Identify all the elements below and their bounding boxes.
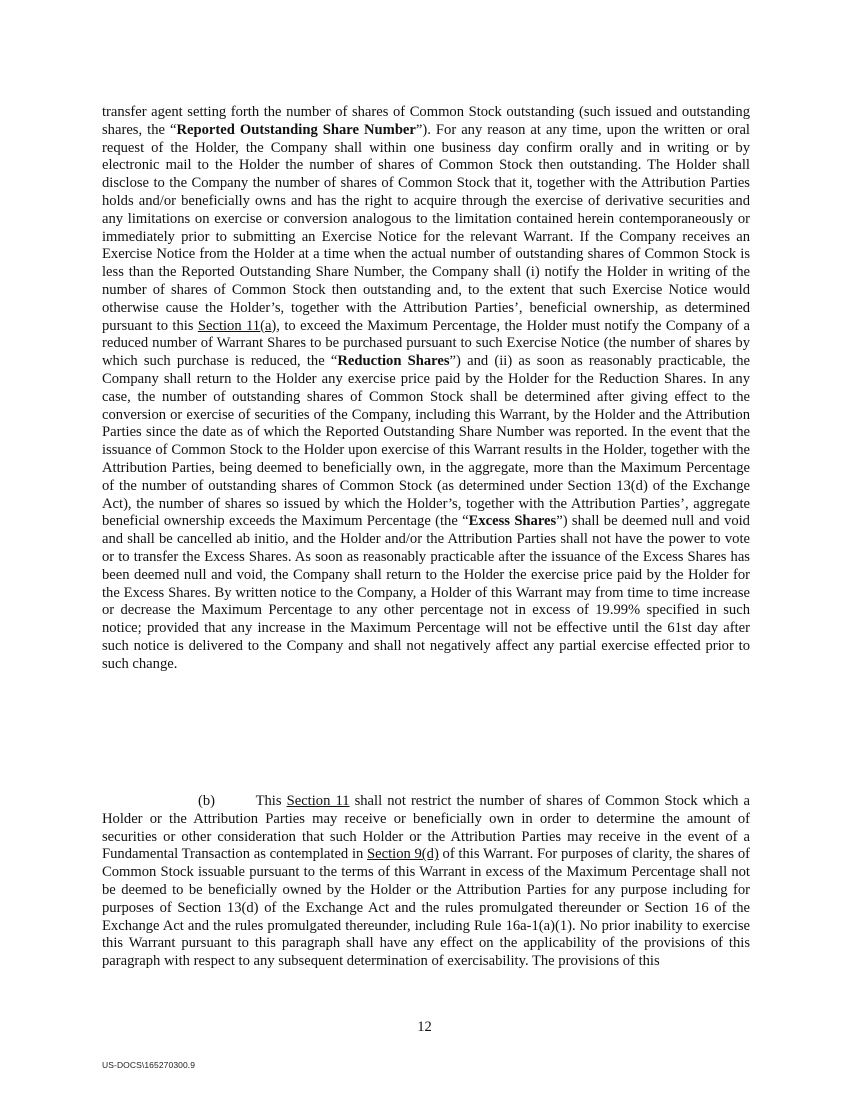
section-reference-9d: Section 9(d) [367, 846, 439, 863]
body-paragraph-continuation [102, 104, 750, 674]
paragraph-text: ”) shall be deemed null and void and shall be cancelled ab initio, and the Holder and/or the Attribution Parties shall not have the power to vote or to transfer the Excess Shares. As soon as reasonably practicable after the issuance of the Excess Shares has been deemed null and void, the Company shall return to the Holder the exercise price paid by the Holder for the Excess Shares. By written notice to the Company, a Holder of this Warrant may from time to time increase or decrease the Maximum Percentage to any other percentage not in excess of 19.99% specified in such notice; provided that any increase in the Maximum Percentage will not be effective until the 61st day after such notice is delivered to the Company and shall not negatively affect any partial exercise effected prior to such change. [102, 513, 750, 672]
page-number: 12 [417, 1019, 432, 1035]
body-paragraph-b [102, 793, 750, 971]
defined-term-reduction-shares: Reduction Shares [337, 353, 450, 370]
paragraph-text: transfer agent setting forth the number of shares of Common Stock outstanding (such issued and outstanding shares, the “ [102, 104, 750, 138]
paragraph-text: , to exceed the Maximum Percentage, the Holder must notify the Company of a reduced number of Warrant Shares to be purchased pursuant to such Exercise Notice (the number of shares by which such purchase is reduced, the “ [102, 317, 750, 370]
document-id: US-DOCS\165270300.9 [102, 1060, 196, 1070]
section-reference-11a: Section 11(a) [197, 317, 277, 334]
paragraph-text: ”). For any reason at any time, upon the written or oral request of the Holder, the Company shall within one business day confirm orally and in writing or by electronic mail to the Holder the number of shares of Common Stock then outstanding. The Holder shall disclose to the Company the number of shares of Common Stock that it, together with the Attribution Parties holds and/or beneficially owns and has the right to acquire through the exercise of derivative securities and any limitations on exercise or conversion analogous to the limitation contained herein contemporaneously or immediately prior to submitting an Exercise Notice for the relevant Warrant. If the Company receives an Exercise Notice from the Holder at a time when the actual number of outstanding shares of Common Stock is less than the Reported Outstanding Share Number, the Company shall (i) notify the Holder in writing of the number of shares of Common Stock then outstanding and, to the extent that such Exercise Notice would otherwise cause the Holder’s, together with the Attribution Parties’, beneficial ownership, as determined pursuant to this [102, 121, 750, 334]
paragraph-text: shall not restrict the number of shares of Common Stock which a Holder or the Attribution Parties may receive or beneficially own in order to determine the amount of securities or other consideration that such Holder or the Attribution Parties may receive in the event of a Fundamental Transaction as contemplated in [102, 793, 750, 863]
paragraph-text: of this Warrant. For purposes of clarity, the shares of Common Stock issuable pursuant to the terms of this Warrant in excess of the Maximum Percentage shall not be deemed to be beneficially owned by the Holder or the Attribution Parties for any purpose including for purposes of Section 13(d) of the Exchange Act and the rules promulgated thereunder or Section 16 of the Exchange Act and the rules promulgated thereunder, including Rule 16a-1(a)(1). No prior inability to exercise this Warrant pursuant to this paragraph shall have any effect on the applicability of the provisions of this paragraph with respect to any subsequent determination of exercisability. The provisions of this [102, 846, 750, 970]
paragraph-text: (b) This [198, 793, 287, 809]
paragraph-text: ”) and (ii) as soon as reasonably practicable, the Company shall return to the Holder any exercise price paid by the Holder for the Reduction Shares. In any case, the number of outstanding shares of Common Stock shall be determined after giving effect to the conversion or exercise of securities of the Company, including this Warrant, by the Holder and the Attribution Parties since the date as of which the Reported Outstanding Share Number was reported. In the event that the issuance of Common Stock to the Holder upon exercise of this Warrant results in the Holder, together with the Attribution Parties, being deemed to beneficially own, in the aggregate, more than the Maximum Percentage of the number of outstanding shares of Common Stock (as determined under Section 13(d) of the Exchange Act), the number of shares so issued by which the Holder’s, together with the Attribution Parties’, aggregate beneficial ownership exceeds the Maximum Percentage (the “ [102, 353, 750, 530]
defined-term-reported-outstanding-share-number: Reported Outstanding Share Number [176, 121, 416, 138]
defined-term-excess-shares: Excess Shares [468, 513, 557, 530]
section-reference-11: Section 11 [286, 793, 350, 809]
